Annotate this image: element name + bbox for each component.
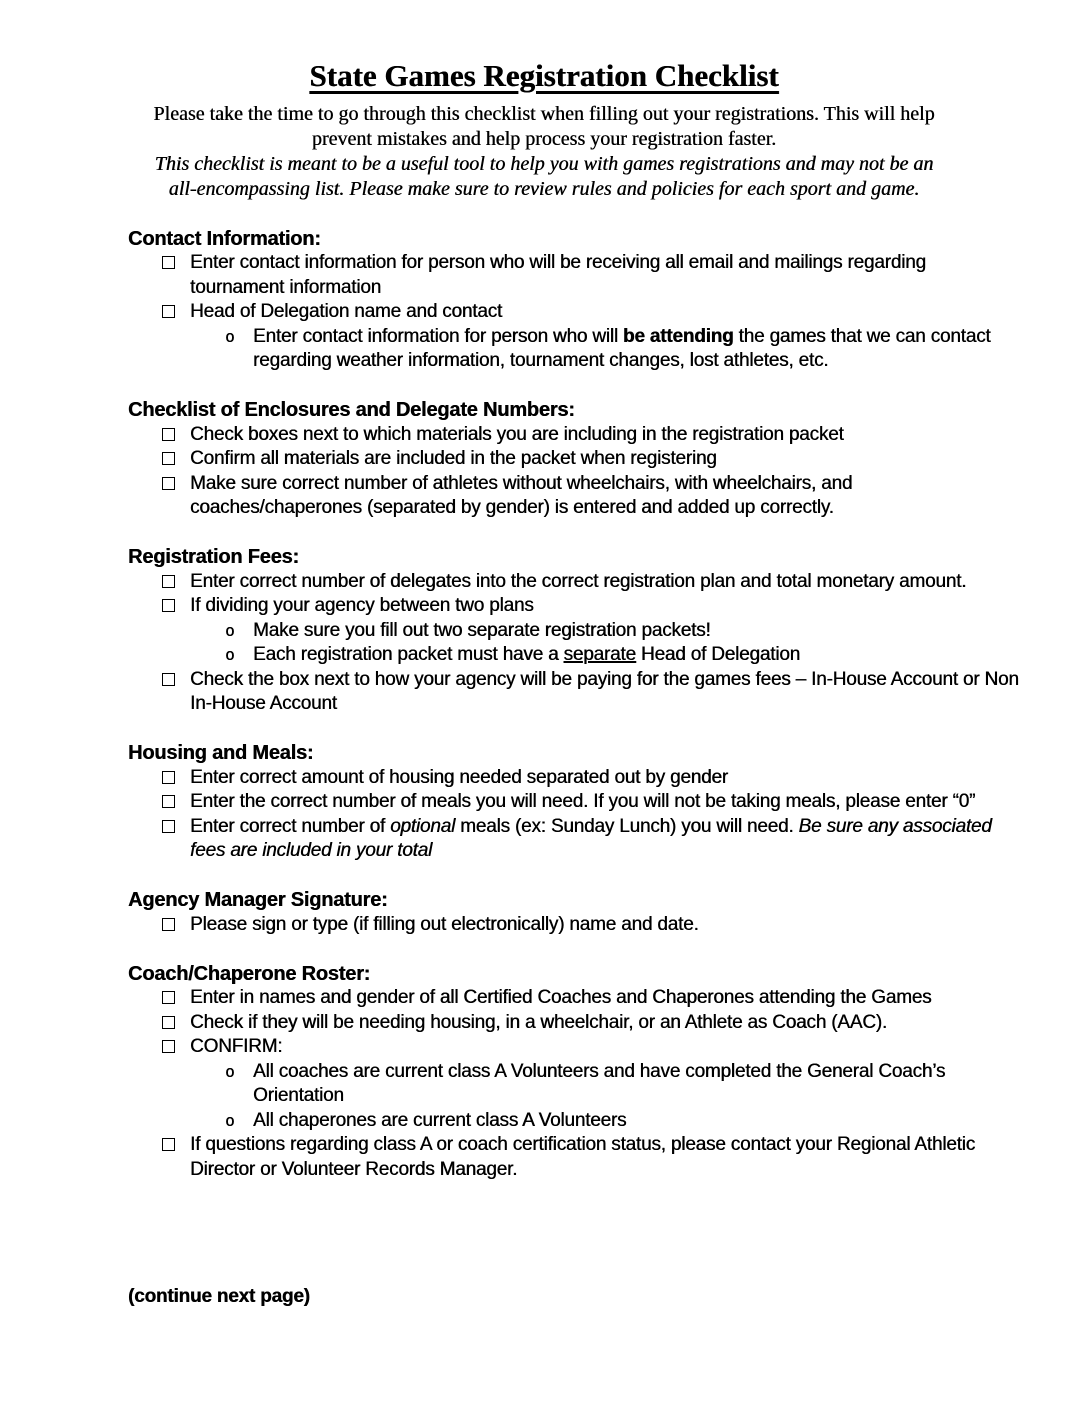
text-line <box>190 986 931 1011</box>
checkbox-bullet-icon <box>162 820 175 833</box>
checklist-item-text <box>190 766 728 791</box>
checklist-item <box>162 986 1088 1011</box>
text-segment: Enter contact information for person who will be receiving all email and mailings regarding <box>190 252 926 273</box>
text-segment: Enter correct number of <box>190 815 391 837</box>
text-segment: Enter in names and gender of all Certified Coaches and Chaperones attending the Games <box>190 987 932 1008</box>
text-line <box>190 423 844 448</box>
text-segment: Make sure correct number of athletes without wheelchairs, with wheelchairs, and <box>190 472 853 494</box>
note-paragraph <box>0 152 1088 202</box>
text-segment: tournament information <box>190 276 381 298</box>
text-segment: If questions regarding class A or coach certification status, please contact your Regional Athletic <box>190 1134 975 1155</box>
text-segment: Head of Delegation name and contact <box>190 301 502 322</box>
circle-bullet-icon: o <box>225 645 235 664</box>
text-line <box>190 668 1019 693</box>
section-heading: Agency Manager Signature: <box>128 889 388 911</box>
text-segment: CONFIRM: <box>190 1036 283 1057</box>
checkbox-bullet-icon <box>162 256 175 269</box>
checklist-item <box>162 815 1088 864</box>
text-segment: Enter correct amount of housing needed separated out by gender <box>190 766 728 788</box>
text-line <box>190 839 992 864</box>
text-line <box>253 1109 626 1134</box>
checklist-sections <box>0 227 1088 1183</box>
text-line: all-encompassing list. Please make sure to review rules and policies for each sport and game. <box>168 178 920 200</box>
checkbox-bullet-icon <box>162 771 175 784</box>
text-line: prevent mistakes and help process your registration faster. <box>311 128 777 150</box>
checklist-item <box>162 472 1088 521</box>
text-segment: Enter the correct number of meals you will need. If you will not be taking meals, please enter “0” <box>190 791 976 812</box>
checkbox-bullet-icon <box>162 795 175 808</box>
text-segment: Orientation <box>253 1085 344 1106</box>
checklist-item-text <box>253 1109 626 1134</box>
checklist-item-text <box>190 594 534 619</box>
text-segment: meals (ex: Sunday Lunch) you will need. <box>455 815 799 837</box>
intro-paragraph <box>0 102 1088 152</box>
checklist-item <box>162 423 1088 448</box>
checklist-item <box>162 913 1088 938</box>
text-segment: Enter contact information for person who will <box>253 325 623 347</box>
text-segment: Check the box next to how your agency will be paying for the games fees – In-House Account or Non <box>190 668 1019 690</box>
text-segment: optional <box>390 815 456 837</box>
circle-bullet-icon: o <box>225 620 235 640</box>
checklist-item <box>225 1109 1088 1134</box>
circle-bullet-icon: o <box>225 326 235 346</box>
checkbox-bullet-icon <box>162 1138 175 1151</box>
checklist-section <box>0 227 1088 374</box>
checklist-item-text <box>190 1133 975 1182</box>
section-heading: Housing and Meals: <box>128 742 314 764</box>
text-segment: Confirm all materials are included in the packet when registering <box>190 448 717 469</box>
checklist-item-text <box>190 472 852 521</box>
checklist-section <box>0 398 1088 521</box>
checklist-item-text <box>190 913 699 938</box>
checklist-item-text <box>190 986 931 1011</box>
text-segment: fees are included in your total <box>190 840 433 861</box>
checklist-section <box>0 741 1088 864</box>
section-heading: Checklist of Enclosures and Delegate Numbers: <box>128 399 575 421</box>
text-line: Please take the time to go through this checklist when filling out your registrations. This will help <box>153 103 935 125</box>
checkbox-bullet-icon <box>162 428 175 441</box>
text-segment: the games that we can contact <box>733 325 991 347</box>
checklist-item <box>225 1060 1088 1109</box>
text-line <box>190 766 728 791</box>
text-segment: Check if they will be needing housing, in a wheelchair, or an Athlete as Coach (AAC). <box>190 1011 887 1033</box>
checklist-section <box>0 545 1088 717</box>
text-segment: separate <box>563 644 636 665</box>
checklist-item-text <box>190 251 926 300</box>
checklist-item-text <box>253 1060 945 1109</box>
checklist-item <box>162 790 1088 815</box>
checklist-item-text <box>253 643 800 668</box>
checkbox-bullet-icon <box>162 599 175 612</box>
document-header <box>0 0 1088 202</box>
text-segment: In-House Account <box>190 693 337 714</box>
checklist-item-text <box>253 619 711 644</box>
text-segment: be attending <box>622 325 734 347</box>
continue-note: (continue next page) <box>128 1286 310 1307</box>
checkbox-bullet-icon <box>162 575 175 588</box>
text-line <box>190 496 852 521</box>
checkbox-bullet-icon <box>162 991 175 1004</box>
checkbox-bullet-icon <box>162 918 175 931</box>
checklist-item <box>162 447 1088 472</box>
text-line <box>253 1060 945 1085</box>
checklist-item <box>162 300 1088 325</box>
circle-bullet-icon: o <box>225 1061 235 1081</box>
checklist-item <box>225 325 1088 374</box>
text-segment: All chaperones are current class A Volunteers <box>253 1109 627 1131</box>
text-line <box>190 594 534 619</box>
section-heading: Registration Fees: <box>128 546 299 568</box>
checklist-item-text <box>190 1011 887 1036</box>
text-line <box>190 447 717 472</box>
text-segment: regarding weather information, tournament changes, lost athletes, etc. <box>253 350 829 371</box>
checklist-item-text <box>190 300 502 325</box>
checklist-item <box>162 1133 1088 1182</box>
checklist-section <box>0 962 1088 1183</box>
checklist-item-text <box>190 1035 282 1060</box>
text-line <box>253 1084 945 1109</box>
checklist-item-text <box>190 570 966 595</box>
checklist-item-text <box>190 423 844 448</box>
text-segment: Enter correct number of delegates into the correct registration plan and total monetary amount. <box>190 570 967 592</box>
checkbox-bullet-icon <box>162 1040 175 1053</box>
text-line <box>190 300 502 325</box>
checklist-item <box>225 643 1088 668</box>
text-segment: Director or Volunteer Records Manager. <box>190 1158 518 1180</box>
checkbox-bullet-icon <box>162 305 175 318</box>
checklist-item <box>162 1011 1088 1036</box>
checklist-item <box>162 570 1088 595</box>
text-line <box>253 349 990 374</box>
text-segment: All coaches are current class A Volunteers and have completed the General Coach’s <box>253 1060 946 1082</box>
checklist-section <box>0 888 1088 937</box>
text-segment: If dividing your agency between two plans <box>190 595 534 616</box>
checkbox-bullet-icon <box>162 1016 175 1029</box>
checklist-item <box>225 619 1088 644</box>
text-line <box>190 1133 975 1158</box>
text-segment: Please sign or type (if filling out electronically) name and date. <box>190 913 699 935</box>
checklist-item <box>162 1035 1088 1060</box>
text-line <box>253 643 800 668</box>
text-line <box>190 1011 887 1036</box>
checklist-item-text <box>190 447 717 472</box>
text-line: This checklist is meant to be a useful tool to help you with games registrations and may not be an <box>154 153 934 175</box>
text-line <box>253 619 711 644</box>
checklist-item-text <box>190 815 992 864</box>
circle-bullet-icon: o <box>225 1110 235 1130</box>
text-line <box>190 472 852 497</box>
document-title: State Games Registration Checklist <box>309 58 779 93</box>
text-segment: Be sure any associated <box>798 815 992 837</box>
text-segment: Check boxes next to which materials you are including in the registration packet <box>190 423 844 445</box>
checkbox-bullet-icon <box>162 452 175 465</box>
text-line <box>253 325 990 350</box>
checklist-item <box>162 668 1088 717</box>
text-segment: Make sure you fill out two separate registration packets! <box>253 619 711 641</box>
text-line <box>190 815 992 840</box>
text-line <box>190 692 1019 717</box>
section-heading: Coach/Chaperone Roster: <box>128 962 371 985</box>
checklist-item <box>162 766 1088 791</box>
text-line <box>190 913 699 938</box>
checklist-item-text <box>253 325 990 374</box>
section-heading: Contact Information: <box>128 227 321 250</box>
checklist-item <box>162 594 1088 619</box>
text-segment: Head of Delegation <box>635 644 800 665</box>
checklist-item-text <box>190 790 975 815</box>
text-line <box>190 790 975 815</box>
checkbox-bullet-icon <box>162 673 175 686</box>
text-segment: coaches/chaperones (separated by gender) is entered and added up correctly. <box>190 497 834 518</box>
text-line <box>190 1158 975 1183</box>
text-line <box>190 251 926 276</box>
checklist-item-text <box>190 668 1019 717</box>
text-line <box>190 570 966 595</box>
text-line <box>190 276 926 301</box>
text-segment: Each registration packet must have a <box>253 644 564 665</box>
checkbox-bullet-icon <box>162 477 175 490</box>
text-line <box>190 1035 282 1060</box>
checklist-item <box>162 251 1088 300</box>
